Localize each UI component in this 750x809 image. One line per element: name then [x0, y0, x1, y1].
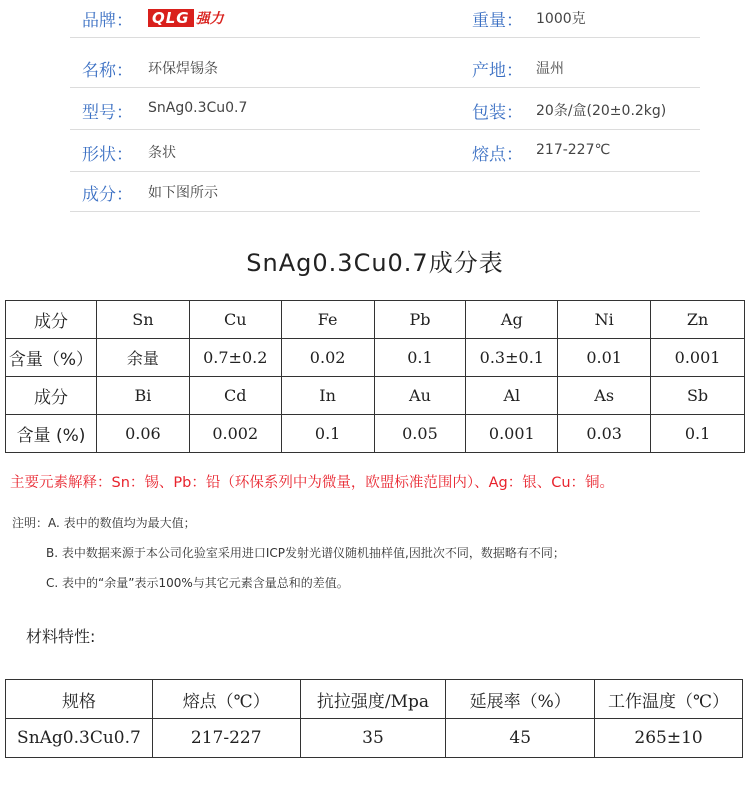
table-row	[6, 339, 745, 377]
melting-label: 熔点：	[472, 145, 523, 165]
table-cell: Ag	[466, 301, 558, 339]
table-cell: Fe	[281, 301, 374, 339]
spec-row-name	[70, 50, 700, 88]
table-cell: 0.01	[558, 339, 651, 377]
table-row	[6, 719, 743, 758]
brand-logo	[148, 9, 224, 27]
table-cell: 余量	[96, 339, 189, 377]
table-row	[6, 680, 743, 719]
table-cell: 含量（%）	[6, 339, 97, 377]
composition-value: 如下图所示	[148, 185, 218, 201]
table-cell: Pb	[374, 301, 466, 339]
shape-label: 形状：	[82, 145, 133, 165]
table-header-cell: 熔点（℃）	[152, 680, 300, 719]
table-cell: 0.02	[281, 339, 374, 377]
table-cell: In	[281, 377, 374, 415]
divider	[70, 211, 700, 212]
table-cell: 217-227	[152, 719, 300, 758]
table-row	[6, 415, 745, 453]
table-cell: As	[558, 377, 651, 415]
model-label: 型号：	[82, 103, 133, 123]
table-cell: Al	[466, 377, 558, 415]
composition-label: 成分：	[82, 185, 133, 205]
spec-row-composition	[70, 174, 700, 212]
table-cell: 265±10	[595, 719, 743, 758]
table-cell: 0.3±0.1	[466, 339, 558, 377]
table-cell: 含量 (%)	[6, 415, 97, 453]
table-row	[6, 301, 745, 339]
note-b: B. 表中数据来源于本公司化验室采用进口ICP发射光谱仪随机抽样值,因批次不同，数据略有不同；	[46, 546, 565, 560]
origin-label: 产地：	[472, 61, 523, 81]
spec-row-model	[70, 92, 700, 130]
table-cell: Cu	[189, 301, 281, 339]
table-cell: 0.1	[651, 415, 745, 453]
weight-label: 重量：	[472, 11, 523, 31]
material-title: 材料特性:	[26, 627, 96, 646]
table-cell: 0.06	[96, 415, 189, 453]
divider	[70, 129, 700, 130]
shape-value: 条状	[148, 145, 176, 161]
table-cell: 45	[446, 719, 595, 758]
table-cell: 成分	[6, 377, 97, 415]
name-value: 环保焊锡条	[148, 61, 218, 77]
table-cell: 0.05	[374, 415, 466, 453]
table-cell: 0.1	[281, 415, 374, 453]
table-row	[6, 377, 745, 415]
table-cell: Bi	[96, 377, 189, 415]
package-label: 包装：	[472, 103, 523, 123]
note-a: 注明：A. 表中的数值均为最大值；	[12, 516, 196, 530]
note-c: C. 表中的“余量”表示100%与其它元素含量总和的差值。	[46, 576, 349, 590]
divider	[70, 87, 700, 88]
model-value: SnAg0.3Cu0.7	[148, 100, 248, 116]
spec-row-brand	[70, 0, 700, 38]
table-cell: Sb	[651, 377, 745, 415]
table-cell: 成分	[6, 301, 97, 339]
weight-value: 1000克	[536, 11, 586, 27]
composition-table	[5, 300, 745, 453]
table-cell: 0.1	[374, 339, 466, 377]
table-cell: 35	[300, 719, 446, 758]
element-explanation: 主要元素解释：Sn：锡、Pb：铅（环保系列中为微量，欧盟标准范围内）、Ag：银、Cu：铜。	[10, 475, 615, 491]
origin-value: 温州	[536, 61, 564, 77]
table-cell: Ni	[558, 301, 651, 339]
brand-logo-text: QLG	[148, 9, 194, 27]
divider	[70, 171, 700, 172]
brand-logo-cn: 强力	[195, 11, 224, 27]
spec-row-shape	[70, 134, 700, 172]
brand-label: 品牌：	[82, 11, 133, 31]
table-header-cell: 工作温度（℃）	[595, 680, 743, 719]
composition-table-title: SnAg0.3Cu0.7成分表	[246, 249, 504, 277]
table-header-cell: 延展率（%）	[446, 680, 595, 719]
name-label: 名称：	[82, 61, 133, 81]
table-cell: 0.002	[189, 415, 281, 453]
table-header-cell: 抗拉强度/Mpa	[300, 680, 446, 719]
table-cell: Sn	[96, 301, 189, 339]
package-value: 20条/盒(20±0.2kg)	[536, 103, 667, 119]
table-cell: 0.001	[651, 339, 745, 377]
table-cell: 0.03	[558, 415, 651, 453]
divider	[70, 37, 700, 38]
table-cell: Zn	[651, 301, 745, 339]
material-table	[5, 679, 743, 758]
table-cell: Cd	[189, 377, 281, 415]
table-header-cell: 规格	[6, 680, 153, 719]
table-cell: 0.7±0.2	[189, 339, 281, 377]
table-cell: Au	[374, 377, 466, 415]
melting-value: 217-227℃	[536, 142, 611, 158]
table-cell: SnAg0.3Cu0.7	[6, 719, 153, 758]
table-cell: 0.001	[466, 415, 558, 453]
